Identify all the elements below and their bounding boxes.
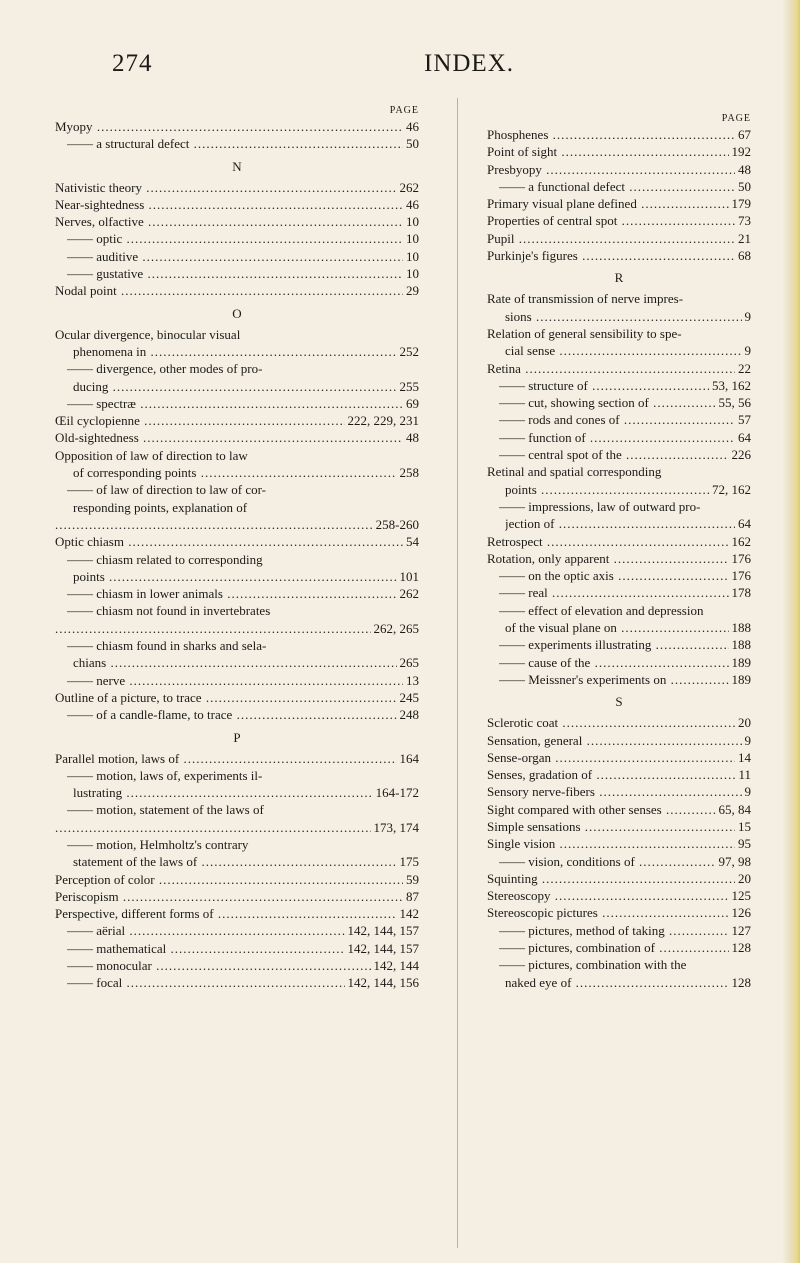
section-letter: S [615, 694, 623, 710]
index-entry [487, 550, 751, 567]
entry-page: 142 [397, 905, 420, 922]
index-entry [487, 161, 751, 178]
index-entry [55, 620, 419, 637]
entry-text: —— monocular ..... [67, 957, 419, 974]
entry-text: Stereoscopy ..... [487, 887, 751, 904]
index-entry [55, 196, 419, 213]
entry-text: responding points, explanation of [73, 499, 248, 515]
entry-page: 69 [403, 395, 419, 412]
entry-text [55, 819, 419, 836]
entry-page: 11 [735, 766, 751, 783]
entry-text: Myopy ..... [55, 118, 419, 135]
entry-page: 9 [742, 783, 752, 800]
entry-text: —— motion, Helmholtz's contrary [67, 836, 249, 852]
entry-text: Squinting ..... [487, 870, 751, 887]
entry-text: —— real ..... [499, 584, 751, 601]
entry-page: 53, 162 [709, 377, 751, 394]
entry-page: 176 [729, 550, 752, 567]
index-entry [55, 213, 419, 230]
entry-page: 127 [729, 922, 752, 939]
entry-page: 189 [729, 671, 752, 688]
index-entry [487, 818, 751, 835]
index-entry [55, 481, 419, 498]
entry-text: —— impressions, law of outward pro- [499, 498, 701, 514]
index-entry [55, 499, 419, 516]
index-entry [55, 957, 419, 974]
entry-page: 142, 144, 156 [345, 974, 420, 991]
entry-text: Retina ..... [487, 360, 751, 377]
entry-text: —— pictures, combination with the [499, 957, 687, 973]
index-entry [55, 533, 419, 550]
index-entry [487, 143, 751, 160]
entry-text: Point of sight ..... [487, 143, 751, 160]
page-edge [782, 0, 800, 1263]
index-entry [487, 619, 751, 636]
page-column-label: PAGE [389, 105, 419, 116]
entry-text: Nerves, olfactive ..... [55, 213, 419, 230]
index-entry [487, 247, 751, 264]
index-entry [55, 819, 419, 836]
entry-text: Œil cyclopienne ..... [55, 412, 419, 429]
page-number: 274 [112, 50, 153, 77]
entry-text: Perspective, different forms of ..... [55, 905, 419, 922]
entry-page: 72, 162 [709, 481, 751, 498]
index-entry [487, 671, 751, 688]
entry-text: Presbyopy ..... [487, 161, 751, 178]
entry-text: Optic chiasm ..... [55, 533, 419, 550]
index-entry [55, 905, 419, 922]
entry-text: Ocular divergence, binocular visual [55, 326, 241, 342]
entry-text: —— of law of direction to law of cor- [67, 482, 267, 498]
index-entry [487, 411, 751, 428]
entry-text: naked eye of ..... [505, 974, 751, 991]
entry-text: —— optic ..... [67, 230, 419, 247]
entry-text: —— central spot of the ..... [499, 446, 751, 463]
index-entry [487, 801, 751, 818]
index-entry [55, 395, 419, 412]
index-entry [487, 377, 751, 394]
entry-text: Single vision ..... [487, 835, 751, 852]
index-entry [487, 429, 751, 446]
entry-page: 142, 144, 157 [345, 940, 420, 957]
index-entry [487, 212, 751, 229]
entry-page: 64 [735, 429, 751, 446]
entry-page: 15 [735, 818, 751, 835]
entry-text: —— focal ..... [67, 974, 419, 991]
entry-page: 13 [403, 672, 419, 689]
index-entry [55, 412, 419, 429]
index-entry [55, 654, 419, 671]
entry-text: sions ..... [505, 308, 751, 325]
index-entry [487, 904, 751, 921]
entry-page: 10 [403, 265, 419, 282]
entry-text: Near-sightedness ..... [55, 196, 419, 213]
entry-text: —— motion, statement of the laws of [67, 802, 264, 818]
entry-text: —— cut, showing section of ..... [499, 394, 751, 411]
entry-text: Parallel motion, laws of ..... [55, 750, 419, 767]
index-entry [55, 179, 419, 196]
index-entry [487, 922, 751, 939]
entry-text: —— on the optic axis ..... [499, 567, 751, 584]
index-entry [55, 888, 419, 905]
index-entry [487, 783, 751, 800]
index-entry [487, 584, 751, 601]
index-entry [55, 378, 419, 395]
index-entry [55, 429, 419, 446]
index-entry [55, 871, 419, 888]
index-entry [487, 939, 751, 956]
index-entry [55, 568, 419, 585]
entry-text: Sclerotic coat ..... [487, 714, 751, 731]
entry-text: Rotation, only apparent ..... [487, 550, 751, 567]
entry-text: Sensation, general ..... [487, 732, 751, 749]
index-entry [487, 178, 751, 195]
entry-page: 101 [397, 568, 420, 585]
index-column-left [55, 104, 419, 992]
entry-text: Nativistic theory ..... [55, 179, 419, 196]
entry-page: 258-260 [373, 516, 419, 533]
index-entry [55, 801, 419, 818]
entry-text: Senses, gradation of ..... [487, 766, 751, 783]
entry-text: —— a structural defect ..... [67, 135, 419, 152]
entry-page: 226 [729, 446, 752, 463]
entry-text: Perception of color ..... [55, 871, 419, 888]
index-entry [55, 602, 419, 619]
entry-text [55, 620, 419, 637]
index-entry [487, 360, 751, 377]
entry-page: 59 [403, 871, 419, 888]
entry-text: —— chiasm in lower animals ..... [67, 585, 419, 602]
index-entry [55, 464, 419, 481]
index-entry [55, 585, 419, 602]
index-entry [487, 394, 751, 411]
entry-text: —— Meissner's experiments on ..... [499, 671, 751, 688]
entry-page: 10 [403, 230, 419, 247]
entry-page: 65, 84 [716, 801, 752, 818]
entry-page: 142, 144, 157 [345, 922, 420, 939]
entry-text: —— cause of the ..... [499, 654, 751, 671]
entry-text: ducing ..... [73, 378, 419, 395]
entry-text: Pupil ..... [487, 230, 751, 247]
entry-text: —— motion, laws of, experiments il- [67, 767, 263, 783]
index-entry [55, 672, 419, 689]
entry-text: Properties of central spot ..... [487, 212, 751, 229]
entry-text: points ..... [73, 568, 419, 585]
entry-page: 176 [729, 567, 752, 584]
entry-page: 142, 144 [371, 957, 420, 974]
index-entry [55, 265, 419, 282]
entry-page: 222, 229, 231 [345, 412, 420, 429]
entry-text: —— rods and cones of ..... [499, 411, 751, 428]
entry-page: 48 [403, 429, 419, 446]
entry-text: —— pictures, combination of ..... [499, 939, 751, 956]
entry-page: 14 [735, 749, 751, 766]
entry-text: —— mathematical ..... [67, 940, 419, 957]
index-entry [55, 360, 419, 377]
index-column-right [487, 112, 751, 991]
entry-page: 252 [397, 343, 420, 360]
index-entry [487, 956, 751, 973]
index-entry [487, 732, 751, 749]
section-letter: P [233, 729, 241, 745]
index-entry [55, 326, 419, 343]
entry-text: —— pictures, method of taking ..... [499, 922, 751, 939]
index-entry [487, 515, 751, 532]
entry-page: 9 [742, 732, 752, 749]
index-entry [487, 290, 751, 307]
entry-page: 50 [403, 135, 419, 152]
entry-text: —— divergence, other modes of pro- [67, 361, 263, 377]
section-letter: N [232, 158, 242, 174]
entry-text: Old-sightedness ..... [55, 429, 419, 446]
entry-text: Outline of a picture, to trace ..... [55, 689, 419, 706]
index-entry [55, 784, 419, 801]
entry-text: of corresponding points ..... [73, 464, 419, 481]
index-entry [487, 446, 751, 463]
index-entry [487, 602, 751, 619]
entry-page: 128 [729, 939, 752, 956]
entry-text: Retinal and spatial corresponding [487, 464, 662, 480]
entry-page: 258 [397, 464, 420, 481]
entry-text: Opposition of law of direction to law [55, 447, 248, 463]
entry-page: 262 [397, 585, 420, 602]
entry-page: 164-172 [373, 784, 419, 801]
entry-page: 262 [397, 179, 420, 196]
index-entry [55, 853, 419, 870]
entry-text: —— vision, conditions of ..... [499, 853, 751, 870]
index-entry [55, 248, 419, 265]
index-entry [55, 343, 419, 360]
index-entry [55, 767, 419, 784]
entry-text: —— of a candle-flame, to trace ..... [67, 706, 419, 723]
index-entry [55, 135, 419, 152]
entry-text: Sensory nerve-fibers ..... [487, 783, 751, 800]
entry-text: —— aërial ..... [67, 922, 419, 939]
entry-text: —— effect of elevation and depression [499, 602, 704, 618]
entry-page: 245 [397, 689, 420, 706]
entry-text: phenomena in ..... [73, 343, 419, 360]
column-divider [457, 98, 458, 1248]
entry-page: 126 [729, 904, 752, 921]
index-entry [487, 636, 751, 653]
entry-page: 255 [397, 378, 420, 395]
entry-page: 189 [729, 654, 752, 671]
entry-page: 9 [742, 342, 752, 359]
entry-page: 54 [403, 533, 419, 550]
entry-page: 67 [735, 126, 751, 143]
entry-page: 97, 98 [716, 853, 752, 870]
entry-text: Rate of transmission of nerve impres- [487, 291, 684, 307]
index-entry [55, 447, 419, 464]
entry-text [55, 516, 419, 533]
entry-page: 175 [397, 853, 420, 870]
entry-page: 22 [735, 360, 751, 377]
entry-text: Retrospect ..... [487, 533, 751, 550]
page-column-label: PAGE [721, 113, 751, 124]
index-entry [487, 195, 751, 212]
entry-text: points ..... [505, 481, 751, 498]
entry-text: cial sense ..... [505, 342, 751, 359]
entry-text: Simple sensations ..... [487, 818, 751, 835]
entry-page: 57 [735, 411, 751, 428]
index-entry [487, 766, 751, 783]
entry-text: Purkinje's figures ..... [487, 247, 751, 264]
entry-page: 10 [403, 213, 419, 230]
entry-text: —— auditive ..... [67, 248, 419, 265]
page-header [0, 50, 800, 80]
entry-text: Stereoscopic pictures ..... [487, 904, 751, 921]
entry-page: 87 [403, 888, 419, 905]
entry-page: 265 [397, 654, 420, 671]
index-entry [487, 749, 751, 766]
index-entry [487, 126, 751, 143]
entry-page: 20 [735, 870, 751, 887]
entry-text: —— chiasm related to corresponding [67, 551, 263, 567]
entry-text: —— a functional defect ..... [499, 178, 751, 195]
entry-text: —— spectræ ..... [67, 395, 419, 412]
entry-page: 48 [735, 161, 751, 178]
index-entry [487, 463, 751, 480]
section-letter: O [232, 305, 242, 321]
entry-page: 262, 265 [371, 620, 420, 637]
entry-text: statement of the laws of ..... [73, 853, 419, 870]
index-entry [487, 308, 751, 325]
right-entries [487, 126, 751, 991]
index-entry [55, 516, 419, 533]
entry-text: —— nerve ..... [67, 672, 419, 689]
section-letter: R [614, 270, 624, 286]
entry-page: 64 [735, 515, 751, 532]
index-entry [487, 974, 751, 991]
entry-page: 173, 174 [371, 819, 420, 836]
index-entry [487, 654, 751, 671]
entry-text: —— gustative ..... [67, 265, 419, 282]
index-entry [55, 922, 419, 939]
index-entry [55, 230, 419, 247]
entry-text: Phosphenes ..... [487, 126, 751, 143]
index-entry [487, 533, 751, 550]
entry-page: 95 [735, 835, 751, 852]
entry-page: 21 [735, 230, 751, 247]
entry-page: 179 [729, 195, 752, 212]
entry-page: 50 [735, 178, 751, 195]
entry-text: Nodal point ..... [55, 282, 419, 299]
index-entry [487, 887, 751, 904]
index-entry [487, 870, 751, 887]
entry-text: —— chiasm found in sharks and sela- [67, 638, 267, 654]
left-entries [55, 118, 419, 992]
index-entry [55, 637, 419, 654]
entry-page: 188 [729, 619, 752, 636]
entry-text: —— chiasm not found in invertebrates [67, 603, 271, 619]
index-entry [487, 230, 751, 247]
index-entry [55, 118, 419, 135]
index-entry [55, 551, 419, 568]
index-entry [487, 498, 751, 515]
index-entry [55, 706, 419, 723]
index-entry [487, 853, 751, 870]
entry-page: 73 [735, 212, 751, 229]
entry-page: 46 [403, 196, 419, 213]
entry-text: —— function of ..... [499, 429, 751, 446]
entry-text: —— experiments illustrating ..... [499, 636, 751, 653]
entry-text: of the visual plane on ..... [505, 619, 751, 636]
entry-page: 46 [403, 118, 419, 135]
index-entry [487, 481, 751, 498]
entry-page: 55, 56 [716, 394, 752, 411]
entry-page: 164 [397, 750, 420, 767]
entry-page: 128 [729, 974, 752, 991]
entry-text: chians ..... [73, 654, 419, 671]
index-entry [55, 750, 419, 767]
index-entry [55, 689, 419, 706]
page-title: INDEX. [424, 50, 515, 77]
index-entry [487, 342, 751, 359]
entry-text: jection of ..... [505, 515, 751, 532]
entry-page: 125 [729, 887, 752, 904]
entry-text: Sense-organ ..... [487, 749, 751, 766]
entry-page: 178 [729, 584, 752, 601]
entry-page: 29 [403, 282, 419, 299]
entry-page: 10 [403, 248, 419, 265]
entry-page: 68 [735, 247, 751, 264]
entry-page: 20 [735, 714, 751, 731]
entry-text: Primary visual plane defined ..... [487, 195, 751, 212]
index-entry [487, 325, 751, 342]
entry-text: lustrating ..... [73, 784, 419, 801]
entry-page: 248 [397, 706, 420, 723]
index-entry [55, 940, 419, 957]
index-entry [55, 974, 419, 991]
entry-text: Sight compared with other senses ..... [487, 801, 751, 818]
entry-page: 162 [729, 533, 752, 550]
index-entry [55, 836, 419, 853]
entry-text: —— structure of ..... [499, 377, 751, 394]
entry-page: 188 [729, 636, 752, 653]
index-entry [55, 282, 419, 299]
index-entry [487, 714, 751, 731]
index-entry [487, 835, 751, 852]
entry-page: 192 [729, 143, 752, 160]
entry-page: 9 [742, 308, 752, 325]
entry-text: Relation of general sensibility to spe- [487, 325, 682, 341]
entry-text: Periscopism ..... [55, 888, 419, 905]
index-entry [487, 567, 751, 584]
